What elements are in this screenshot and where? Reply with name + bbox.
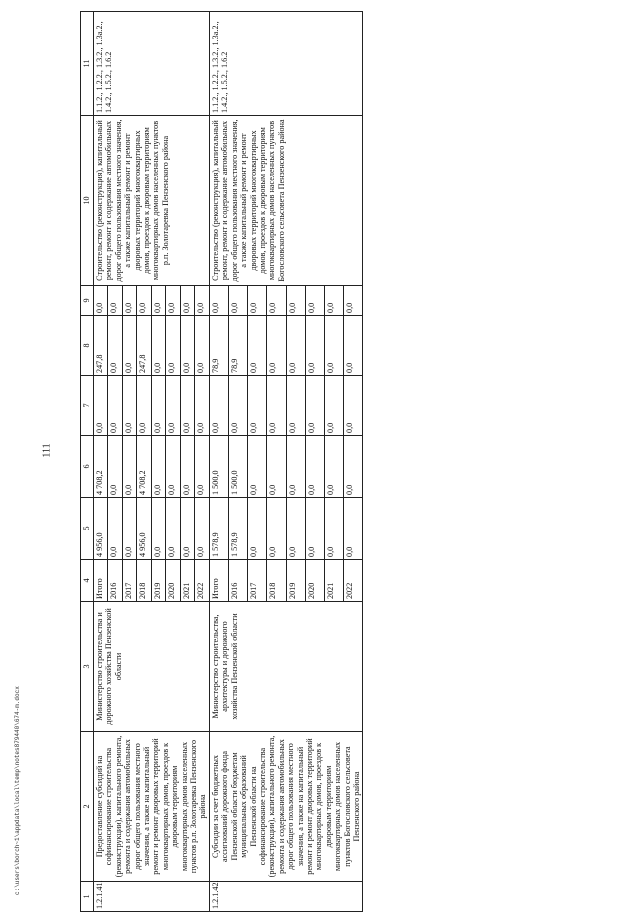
- federal-budget-cell: 0,0: [248, 376, 267, 436]
- total-funding-cell: 0,0: [248, 498, 267, 560]
- col-header-6: 6: [81, 436, 94, 498]
- local-budget-cell: 0,0: [151, 316, 165, 376]
- regional-budget-cell: 0,0: [248, 436, 267, 498]
- other-sources-cell: 0,0: [94, 286, 108, 316]
- local-budget-cell: 78,9: [229, 316, 248, 376]
- federal-budget-cell: 0,0: [137, 376, 151, 436]
- federal-budget-cell: 0,0: [209, 376, 228, 436]
- federal-budget-cell: 0,0: [108, 376, 122, 436]
- col-header-11: 11: [81, 12, 94, 116]
- col-header-9: 9: [81, 286, 94, 316]
- row-number: 1.2.1.42.: [209, 882, 363, 912]
- local-budget-cell: 0,0: [166, 316, 180, 376]
- other-sources-cell: 0,0: [195, 286, 209, 316]
- expected-result: Строительство (реконструкция), капитальный ремонт, ремонт и содержание автомобильных дорог общего пользования местного значения, а также капитальный ремонт и ремонт дворовых территорий многоквартирных домов, проездов к дворовым территориям многоквартирных домов населенных пунктов р.п. Золотаревка Пензенского района: [94, 116, 210, 286]
- total-funding-cell: 0,0: [195, 498, 209, 560]
- local-budget-cell: 0,0: [180, 316, 194, 376]
- header-row: [81, 12, 94, 912]
- federal-budget-cell: 0,0: [180, 376, 194, 436]
- executor: Министерство строительства и дорожного хозяйства Пензенской области: [94, 602, 210, 732]
- year-cell: 2017: [248, 560, 267, 602]
- expected-result: Строительство (реконструкция), капитальный ремонт, ремонт и содержание автомобильных дорог общего пользования местного значения, а также капитальный ремонт и ремонт дворовых территорий многоквартирных домов, проездов к дворовым территориям многоквартирных домов населенных пунктов Богословского сельсовета Пензенского района: [209, 116, 363, 286]
- local-budget-cell: 0,0: [195, 316, 209, 376]
- year-cell: 2021: [325, 560, 344, 602]
- total-funding-cell: 0,0: [151, 498, 165, 560]
- local-budget-cell: 247,8: [94, 316, 108, 376]
- total-funding-cell: 0,0: [166, 498, 180, 560]
- regional-budget-cell: 1 500,0: [209, 436, 228, 498]
- regional-budget-cell: 0,0: [286, 436, 305, 498]
- regional-budget-cell: 0,0: [267, 436, 286, 498]
- year-cell: 2022: [195, 560, 209, 602]
- other-sources-cell: 0,0: [166, 286, 180, 316]
- federal-budget-cell: 0,0: [166, 376, 180, 436]
- total-funding-cell: 0,0: [305, 498, 324, 560]
- col-header-2: 2: [81, 732, 94, 882]
- measure-name: Субсидии за счет бюджетных ассигнований дорожного фонда Пензенской области бюджетам муниципальных образований Пензенской области на софинансирование строительства (реконструкции), капитального ремонта, ремонта и содержания автомобильных дорог общего пользования местного значения, а также на капитальный ремонт и ремонт дворовых территорий многоквартирных домов, проездов к дворовым территориям многоквартирных домов населенных пунктов Богословского сельсовета Пензенского района: [209, 732, 363, 882]
- regional-budget-cell: 4 708,2: [94, 436, 108, 498]
- footer-file-path: c:\users\borch~1\appdata\local\temp\notes879440\674-m.docx: [14, 686, 21, 895]
- year-cell: 2020: [305, 560, 324, 602]
- regional-budget-cell: 0,0: [305, 436, 324, 498]
- total-funding-cell: 0,0: [122, 498, 136, 560]
- federal-budget-cell: 0,0: [195, 376, 209, 436]
- regional-budget-cell: 4 708,2: [137, 436, 151, 498]
- other-sources-cell: 0,0: [344, 286, 363, 316]
- total-funding-cell: 0,0: [108, 498, 122, 560]
- federal-budget-cell: 0,0: [344, 376, 363, 436]
- total-funding-cell: 0,0: [344, 498, 363, 560]
- regional-budget-cell: 0,0: [195, 436, 209, 498]
- local-budget-cell: 0,0: [305, 316, 324, 376]
- other-sources-cell: 0,0: [229, 286, 248, 316]
- local-budget-cell: 0,0: [122, 316, 136, 376]
- other-sources-cell: 0,0: [286, 286, 305, 316]
- program-table: [80, 11, 363, 912]
- total-funding-cell: 1 578,9: [229, 498, 248, 560]
- col-header-1: 1: [81, 882, 94, 912]
- col-header-10: 10: [81, 116, 94, 286]
- local-budget-cell: 0,0: [248, 316, 267, 376]
- regional-budget-cell: 0,0: [180, 436, 194, 498]
- executor: Министерство строительства, архитектуры и дорожного хозяйства Пензенской области: [209, 602, 363, 732]
- regional-budget-cell: 1 500,0: [229, 436, 248, 498]
- regional-budget-cell: 0,0: [166, 436, 180, 498]
- local-budget-cell: 0,0: [325, 316, 344, 376]
- local-budget-cell: 0,0: [108, 316, 122, 376]
- local-budget-cell: 247,8: [137, 316, 151, 376]
- year-cell: 2018: [267, 560, 286, 602]
- year-cell: 2019: [286, 560, 305, 602]
- rotated-table-container: [80, 12, 640, 912]
- federal-budget-cell: 0,0: [267, 376, 286, 436]
- year-cell: 2021: [180, 560, 194, 602]
- other-sources-cell: 0,0: [151, 286, 165, 316]
- col-header-3: 3: [81, 602, 94, 732]
- total-funding-cell: 4 956,0: [94, 498, 108, 560]
- table-row: [209, 12, 228, 912]
- total-funding-cell: 0,0: [325, 498, 344, 560]
- year-cell: 2016: [108, 560, 122, 602]
- local-budget-cell: 0,0: [267, 316, 286, 376]
- total-funding-cell: 0,0: [286, 498, 305, 560]
- col-header-5: 5: [81, 498, 94, 560]
- other-sources-cell: 0,0: [180, 286, 194, 316]
- regional-budget-cell: 0,0: [151, 436, 165, 498]
- federal-budget-cell: 0,0: [325, 376, 344, 436]
- year-cell: 2016: [229, 560, 248, 602]
- other-sources-cell: 0,0: [209, 286, 228, 316]
- total-funding-cell: 1 578,9: [209, 498, 228, 560]
- other-sources-cell: 0,0: [305, 286, 324, 316]
- other-sources-cell: 0,0: [267, 286, 286, 316]
- col-header-7: 7: [81, 376, 94, 436]
- federal-budget-cell: 0,0: [305, 376, 324, 436]
- local-budget-cell: 0,0: [344, 316, 363, 376]
- year-cell: Итого: [94, 560, 108, 602]
- page-number: 111: [41, 443, 53, 458]
- regional-budget-cell: 0,0: [122, 436, 136, 498]
- col-header-4: 4: [81, 560, 94, 602]
- indicator-links: 1.1.2., 1.2.2., 1.3.2., 1.3а.2., 1.4.2., 1.5.2., 1.6.2: [94, 12, 210, 116]
- other-sources-cell: 0,0: [248, 286, 267, 316]
- row-number: 1.2.1.41.: [94, 882, 210, 912]
- local-budget-cell: 78,9: [209, 316, 228, 376]
- federal-budget-cell: 0,0: [286, 376, 305, 436]
- col-header-8: 8: [81, 316, 94, 376]
- other-sources-cell: 0,0: [122, 286, 136, 316]
- indicator-links: 1.1.2., 1.2.2., 1.3.2., 1.3а.2., 1.4.2., 1.5.2., 1.6.2: [209, 12, 363, 116]
- year-cell: 2022: [344, 560, 363, 602]
- other-sources-cell: 0,0: [137, 286, 151, 316]
- other-sources-cell: 0,0: [108, 286, 122, 316]
- table-row: [94, 12, 108, 912]
- regional-budget-cell: 0,0: [344, 436, 363, 498]
- year-cell: 2020: [166, 560, 180, 602]
- local-budget-cell: 0,0: [286, 316, 305, 376]
- measure-name: Предоставление субсидий на софинансирование строительства (реконструкции), капитального ремонта, ремонта и содержания автомобильных дорог общего пользования местного значения, а также на капитальный ремонт и ремонт дворовых территорий многоквартирных домов, проездов к дворовым территориям многоквартирных домов населенных пунктов р.п. Золотаревка Пензенского района: [94, 732, 210, 882]
- regional-budget-cell: 0,0: [108, 436, 122, 498]
- other-sources-cell: 0,0: [325, 286, 344, 316]
- year-cell: 2019: [151, 560, 165, 602]
- year-cell: 2017: [122, 560, 136, 602]
- federal-budget-cell: 0,0: [229, 376, 248, 436]
- year-cell: Итого: [209, 560, 228, 602]
- total-funding-cell: 4 956,0: [137, 498, 151, 560]
- regional-budget-cell: 0,0: [325, 436, 344, 498]
- federal-budget-cell: 0,0: [151, 376, 165, 436]
- total-funding-cell: 0,0: [180, 498, 194, 560]
- year-cell: 2018: [137, 560, 151, 602]
- federal-budget-cell: 0,0: [122, 376, 136, 436]
- federal-budget-cell: 0,0: [94, 376, 108, 436]
- total-funding-cell: 0,0: [267, 498, 286, 560]
